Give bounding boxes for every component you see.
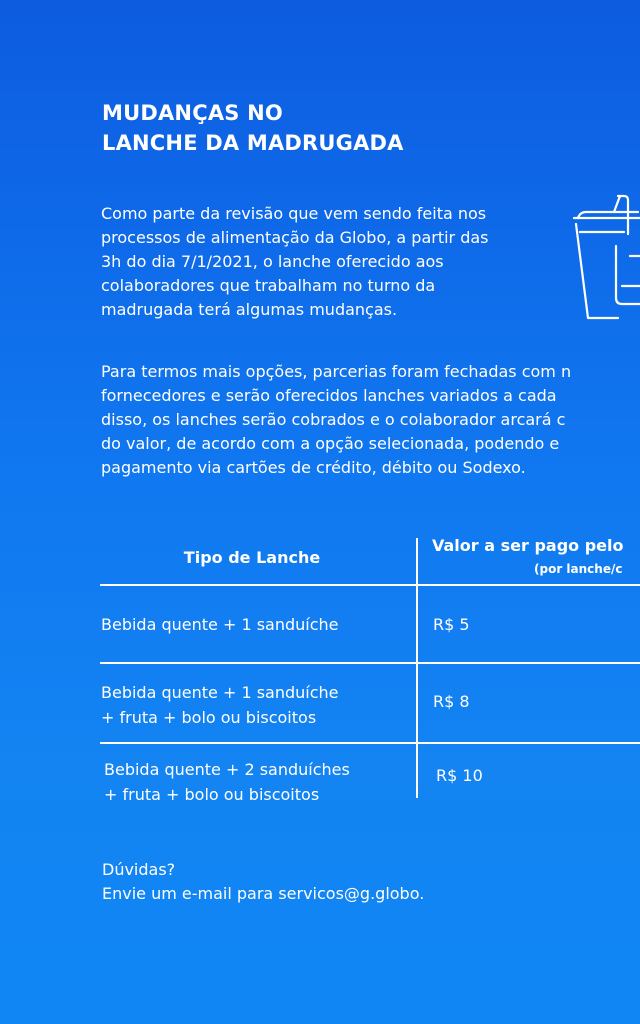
- table-cell-text: + fruta + bolo ou biscoitos: [104, 785, 320, 804]
- contact-section: [102, 858, 424, 906]
- details-paragraph: [101, 360, 571, 480]
- intro-line: processos de alimentação da Globo, a partir das: [101, 228, 489, 247]
- table-cell-text: + fruta + bolo ou biscoitos: [101, 708, 317, 727]
- table-cell-text: Bebida quente + 2 sanduíches: [104, 760, 350, 779]
- details-line: disso, os lanches serão cobrados e o colaborador arcará c: [101, 410, 566, 429]
- details-line: fornecedores e serão oferecidos lanches variados a cada: [101, 386, 557, 405]
- table-row-divider: [100, 742, 640, 744]
- title-line-2: LANCHE DA MADRUGADA: [102, 131, 404, 155]
- table-header-type: Tipo de Lanche: [183, 548, 321, 567]
- intro-line: madrugada terá algumas mudanças.: [101, 300, 398, 319]
- table-row-price: R$ 8: [433, 692, 470, 711]
- intro-line: colaboradores que trabalham no turno da: [101, 276, 436, 295]
- table-row-divider: [100, 584, 640, 586]
- table-row-type: [101, 612, 339, 637]
- intro-line: 3h do dia 7/1/2021, o lanche oferecido aos: [101, 252, 444, 271]
- table-cell-text: Bebida quente + 1 sanduíche: [101, 615, 339, 634]
- details-line: Para termos mais opções, parcerias foram fechadas com n: [101, 362, 572, 381]
- intro-paragraph: [101, 202, 489, 322]
- contact-email-line: Envie um e-mail para servicos@g.globo.: [102, 884, 425, 903]
- details-line: do valor, de acordo com a opção selecionada, podendo e: [101, 434, 560, 453]
- table-row-divider: [100, 662, 640, 664]
- table-column-divider: [416, 538, 418, 798]
- contact-question: Dúvidas?: [102, 860, 176, 879]
- table-row-price: R$ 5: [433, 615, 470, 634]
- table-row-price: R$ 10: [436, 766, 483, 785]
- title-line-1: MUDANÇAS NO: [102, 101, 283, 125]
- table-header-value-sub: (por lanche/c: [534, 562, 623, 576]
- details-line: pagamento via cartões de crédito, débito ou Sodexo.: [101, 458, 526, 477]
- table-row-type: [101, 680, 339, 730]
- intro-line: Como parte da revisão que vem sendo feita nos: [101, 204, 487, 223]
- drink-cup-icon: [568, 186, 640, 326]
- table-row-type: [104, 757, 350, 807]
- page-title: [102, 98, 404, 158]
- table-cell-text: Bebida quente + 1 sanduíche: [101, 683, 339, 702]
- table-header-value: Valor a ser pago pelo: [432, 536, 624, 555]
